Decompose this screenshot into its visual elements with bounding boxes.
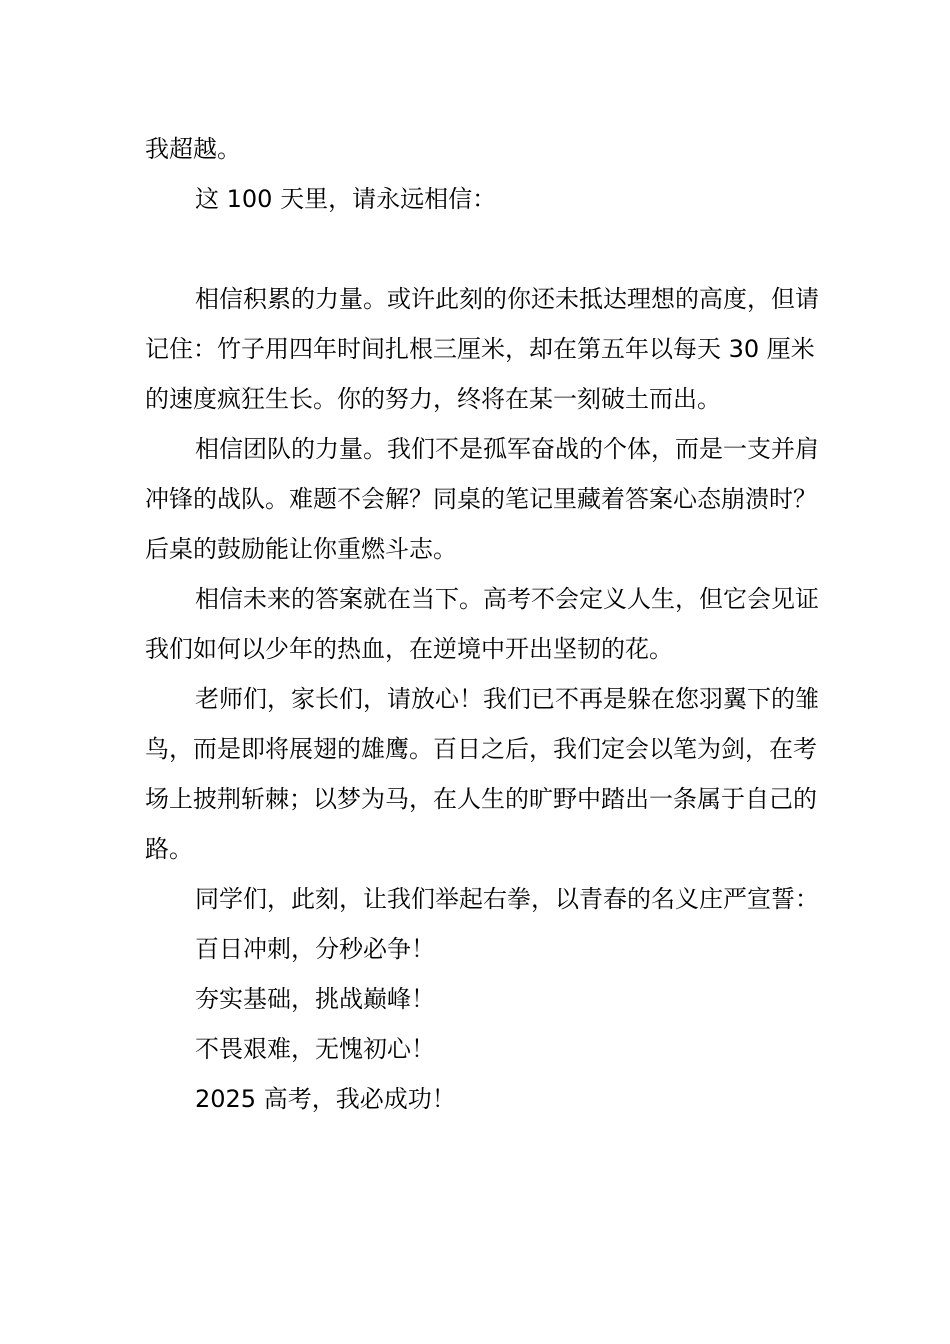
paragraph-intro: 这 100 天里，请永远相信： — [195, 185, 497, 213]
document-body — [145, 124, 835, 1124]
paragraph-oath-intro: 同学们，此刻，让我们举起右拳，以青春的名义庄严宣誓： — [195, 885, 819, 913]
oath-line-2: 夯实基础，挑战巅峰！ — [195, 985, 435, 1013]
oath-line-1: 百日冲刺，分秒必争！ — [195, 935, 435, 963]
oath-line-4: 2025 高考，我必成功！ — [195, 1085, 456, 1113]
paragraph-team: 相信团队的力量。我们不是孤军奋战的个体，而是一支并肩冲锋的战队。难题不会解？同桌的笔记里藏着答案心态崩溃时？后桌的鼓励能让你重燃斗志。 — [145, 435, 819, 563]
paragraph-accumulation: 相信积累的力量。或许此刻的你还未抵达理想的高度，但请记住：竹子用四年时间扎根三厘米，却在第五年以每天 30 厘米的速度疯狂生长。你的努力，终将在某一刻破土而出。 — [145, 285, 819, 413]
paragraph-parents-teachers: 老师们，家长们，请放心！我们已不再是躲在您羽翼下的雏鸟，而是即将展翅的雄鹰。百日之后，我们定会以笔为剑，在考场上披荆斩棘；以梦为马，在人生的旷野中踏出一条属于自己的路。 — [145, 685, 819, 863]
blank-line — [145, 224, 835, 274]
paragraph-future: 相信未来的答案就在当下。高考不会定义人生，但它会见证我们如何以少年的热血，在逆境中开出坚韧的花。 — [145, 585, 819, 663]
paragraph-continuation: 我超越。 — [145, 135, 241, 163]
oath-line-3: 不畏艰难，无愧初心！ — [195, 1035, 435, 1063]
